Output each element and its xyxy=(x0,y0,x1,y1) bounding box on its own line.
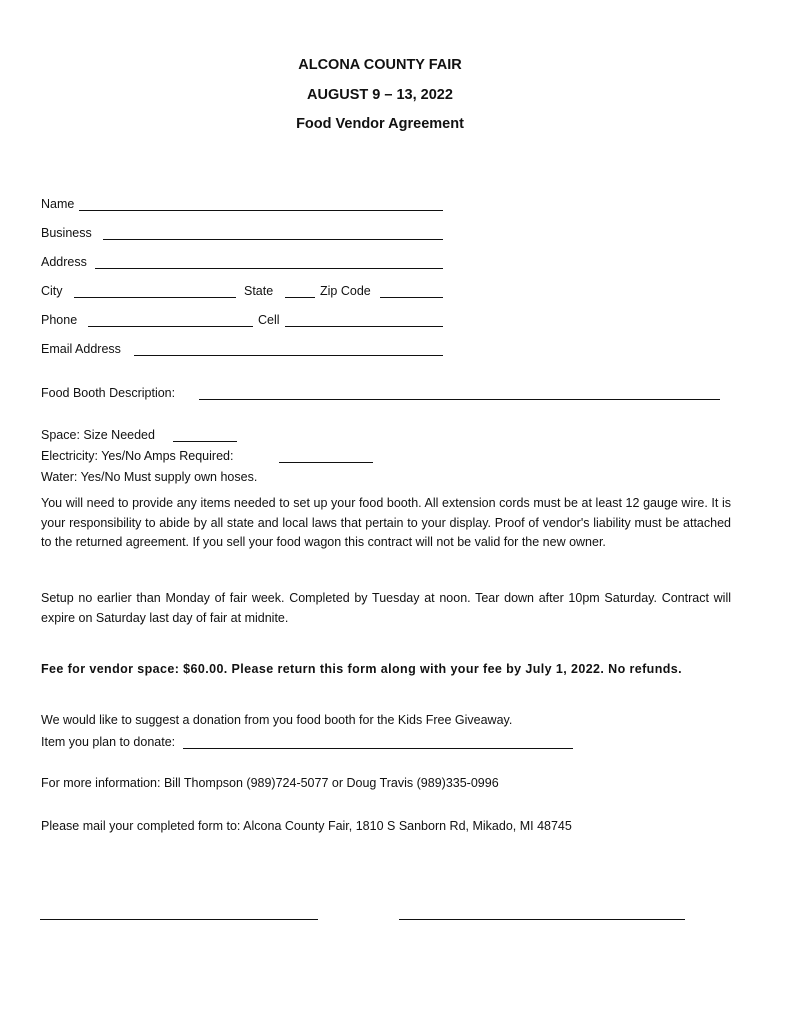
fair-title: ALCONA COUNTY FAIR xyxy=(298,57,462,73)
rules-paragraph: You will need to provide any items needed to set up your food booth. All extension cords must be at least 12 gauge wire. It is your responsibility to abide by all state and local laws that pertain to your display. Proof of vendor's liability must be attached to the returned agreement. If you sell your food wagon this contract will not be valid for the new owner. xyxy=(41,496,731,549)
donation-suggestion: We would like to suggest a donation from you food booth for the Kids Free Giveaway. xyxy=(41,713,513,727)
state-label: State xyxy=(244,284,274,298)
booth-description-label: Food Booth Description: xyxy=(41,386,176,400)
business-label: Business xyxy=(41,226,92,240)
address-label: Address xyxy=(41,255,87,269)
phone-label: Phone xyxy=(41,313,78,327)
fair-dates: AUGUST 9 – 13, 2022 xyxy=(307,87,453,103)
form-title: Food Vendor Agreement xyxy=(296,116,464,132)
space-size-field[interactable] xyxy=(173,441,237,442)
amps-field[interactable] xyxy=(279,462,373,463)
contact-info: For more information: Bill Thompson (989)724-5077 or Doug Travis (989)335-0996 xyxy=(41,776,499,790)
cell-field[interactable] xyxy=(285,326,443,327)
city-field[interactable] xyxy=(74,297,236,298)
city-label: City xyxy=(41,284,63,298)
business-field[interactable] xyxy=(103,239,443,240)
name-field[interactable] xyxy=(79,210,443,211)
address-field[interactable] xyxy=(95,268,443,269)
fee-paragraph: Fee for vendor space: $60.00. Please return this form along with your fee by July 1, 2022. No refunds. xyxy=(41,662,682,676)
zip-label: Zip Code xyxy=(320,284,371,298)
signature-line-right[interactable] xyxy=(399,919,685,920)
mailing-address: Please mail your completed form to: Alcona County Fair, 1810 S Sanborn Rd, Mikado, MI 48745 xyxy=(41,819,572,833)
donation-item-label: Item you plan to donate: xyxy=(41,735,176,749)
schedule-paragraph: Setup no earlier than Monday of fair week. Completed by Tuesday at noon. Tear down after 10pm Saturday. Contract will expire on Saturday last day of fair at midnite. xyxy=(41,591,731,625)
zip-field[interactable] xyxy=(380,297,443,298)
email-label: Email Address xyxy=(41,342,121,356)
space-label: Space: Size Needed xyxy=(41,428,155,442)
phone-field[interactable] xyxy=(88,326,253,327)
signature-line-left[interactable] xyxy=(40,919,318,920)
donation-item-field[interactable] xyxy=(183,748,573,749)
booth-description-field[interactable] xyxy=(199,399,720,400)
state-field[interactable] xyxy=(285,297,315,298)
email-field[interactable] xyxy=(134,355,443,356)
water-label: Water: Yes/No Must supply own hoses. xyxy=(41,470,258,484)
name-label: Name xyxy=(41,197,75,211)
cell-label: Cell xyxy=(258,313,280,327)
electricity-label: Electricity: Yes/No Amps Required: xyxy=(41,449,234,463)
